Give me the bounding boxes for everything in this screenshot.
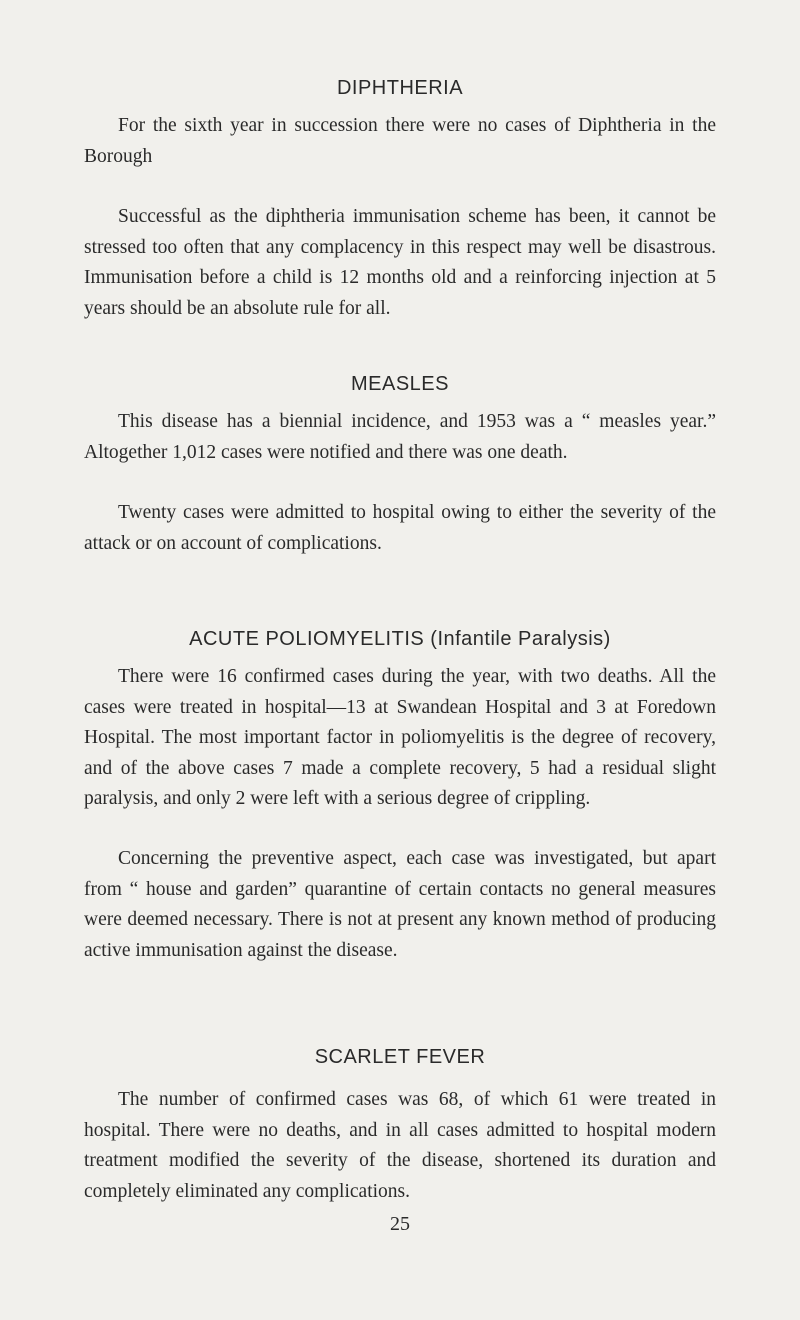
section-heading-poliomyelitis: ACUTE POLIOMYELITIS (Infantile Paralysis) xyxy=(189,628,611,650)
paragraph-measles-1: This disease has a biennial incidence, and 1953 was a “ measles year.” Altogether 1,012 cases were notified and there was one death. xyxy=(84,411,716,463)
paragraph-scarlet-fever-1: The number of confirmed cases was 68, of which 61 were treated in hospital. There were no deaths, and in all cases admitted to hospital modern treatment modified the severity of the disease, shortened its duration and completely eliminated any complications. xyxy=(84,1089,716,1202)
paragraph-poliomyelitis-1: There were 16 confirmed cases during the year, with two deaths. All the cases were treated in hospital—13 at Swandean Hospital and 3 at Foredown Hospital. The most important factor in poliomyelitis is the degree of recovery, and of the above cases 7 made a complete recovery, 5 had a residual slight paralysis, and only 2 were left with a serious degree of crippling. xyxy=(84,666,716,809)
paragraph-poliomyelitis-2: Concerning the preventive aspect, each case was investigated, but apart from “ house and garden” quarantine of certain contacts no general measures were deemed necessary. There is not at present any known method of producing active immunisation against the disease. xyxy=(84,848,716,961)
section-heading-diphtheria: DIPHTHERIA xyxy=(336,77,464,99)
section-heading-scarlet-fever: SCARLET FEVER xyxy=(314,1046,486,1068)
paragraph-diphtheria-2: Successful as the diphtheria immunisation scheme has been, it cannot be stressed too often that any complacency in this respect may well be disastrous. Immunisation before a child is 12 months old and a reinforcing injection at 5 years should be an absolute rule for all. xyxy=(84,206,716,319)
paragraph-measles-2: Twenty cases were admitted to hospital owing to either the severity of the attack or on account of complications. xyxy=(84,502,716,554)
section-heading-measles: MEASLES xyxy=(351,373,449,395)
page-number: 25 xyxy=(390,1213,410,1235)
paragraph-diphtheria-1: For the sixth year in succession there were no cases of Diphtheria in the Borough xyxy=(84,115,716,167)
